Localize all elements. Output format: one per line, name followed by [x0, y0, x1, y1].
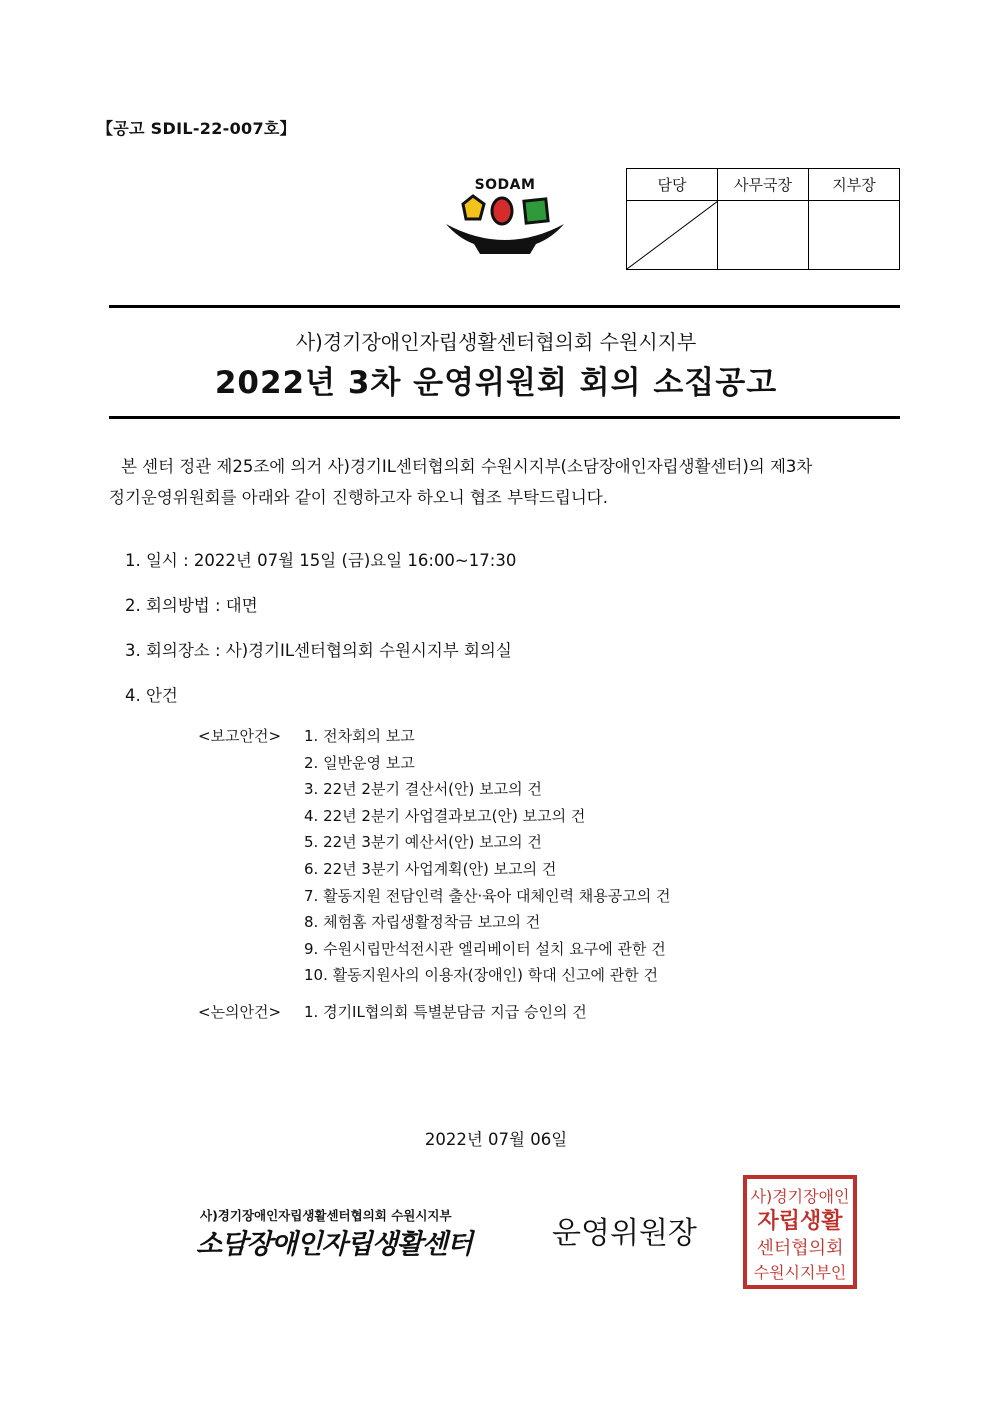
page-title: 2022년 3차 운영위원회 회의 소집공고: [214, 365, 778, 401]
approval-col-manager: 담당: [627, 169, 718, 201]
official-seal-icon: [742, 1174, 858, 1290]
title-bottom-rule: [109, 416, 900, 419]
approval-cell-branch-head: [809, 201, 900, 270]
approval-cell-secretary-general: [718, 201, 809, 270]
report-item: 6. 22년 3분기 사업계획(안) 보고의 건: [304, 860, 557, 878]
sodam-logo-icon: [440, 176, 570, 266]
report-agenda-label: <보고안건>: [198, 727, 282, 745]
seal-line-4: 수원시지부인: [753, 1263, 847, 1282]
report-item: 1. 전차회의 보고: [304, 727, 415, 745]
intro-line-1: 본 센터 정관 제25조에 의거 사)경기IL센터협의회 수원시지부(소담장애인자립생활센터)의 제3차: [121, 457, 813, 476]
seal-line-2: 자립생활: [757, 1209, 843, 1234]
notice-number: 【공고 SDIL-22-007호】: [97, 119, 296, 138]
intro-paragraph: [109, 451, 900, 513]
approval-cell-manager: [627, 201, 718, 270]
issue-date: 2022년 07월 06일: [424, 1130, 568, 1149]
discussion-agenda-label: <논의안건>: [198, 1003, 282, 1021]
report-item: 5. 22년 3분기 예산서(안) 보고의 건: [304, 833, 542, 851]
report-item: 2. 일반운영 보고: [304, 754, 415, 772]
report-item: 3. 22년 2분기 결산서(안) 보고의 건: [304, 780, 542, 798]
approval-col-branch-head: 지부장: [809, 169, 900, 201]
signature-title: 운영위원장: [552, 1216, 697, 1251]
discussion-item: 1. 경기IL협의회 특별분담금 지급 승인의 건: [304, 1003, 587, 1021]
item-agenda: 4. 안건: [125, 686, 178, 705]
seal-line-1: 사)경기장애인: [750, 1187, 850, 1206]
report-item: 4. 22년 2분기 사업결과보고(안) 보고의 건: [304, 807, 586, 825]
title-top-rule: [109, 305, 900, 308]
intro-line-2: 정기운영위원회를 아래와 같이 진행하고자 하오니 협조 부탁드립니다.: [109, 488, 608, 507]
item-datetime: 1. 일시 : 2022년 07월 15일 (금)요일 16:00~17:30: [125, 551, 517, 570]
item-method: 2. 회의방법 : 대면: [125, 596, 258, 615]
item-location: 3. 회의장소 : 사)경기IL센터협의회 수원시지부 회의실: [125, 641, 512, 660]
report-item: 7. 활동지원 전담인력 출산·육아 대체인력 채용공고의 건: [304, 887, 671, 905]
approval-table: [626, 168, 900, 270]
signature-center-name: 소담장애인자립생활센터: [196, 1229, 472, 1260]
logo-text: SODAM: [474, 177, 536, 193]
report-item: 10. 활동지원사의 이용자(장애인) 학대 신고에 관한 건: [304, 966, 658, 984]
report-item: 8. 체험홈 자립생활정착금 보고의 건: [304, 913, 541, 931]
seal-line-3: 센터협의회: [756, 1238, 844, 1259]
approval-col-secretary-general: 사무국장: [718, 169, 809, 201]
organization-name: 사)경기장애인자립생활센터협의회 수원시지부: [295, 330, 697, 354]
signature-organization: 사)경기장애인자립생활센터협의회 수원시지부: [200, 1208, 452, 1223]
report-item: 9. 수원시립만석전시관 엘리베이터 설치 요구에 관한 건: [304, 940, 666, 958]
diagonal-line-icon: [627, 201, 718, 269]
